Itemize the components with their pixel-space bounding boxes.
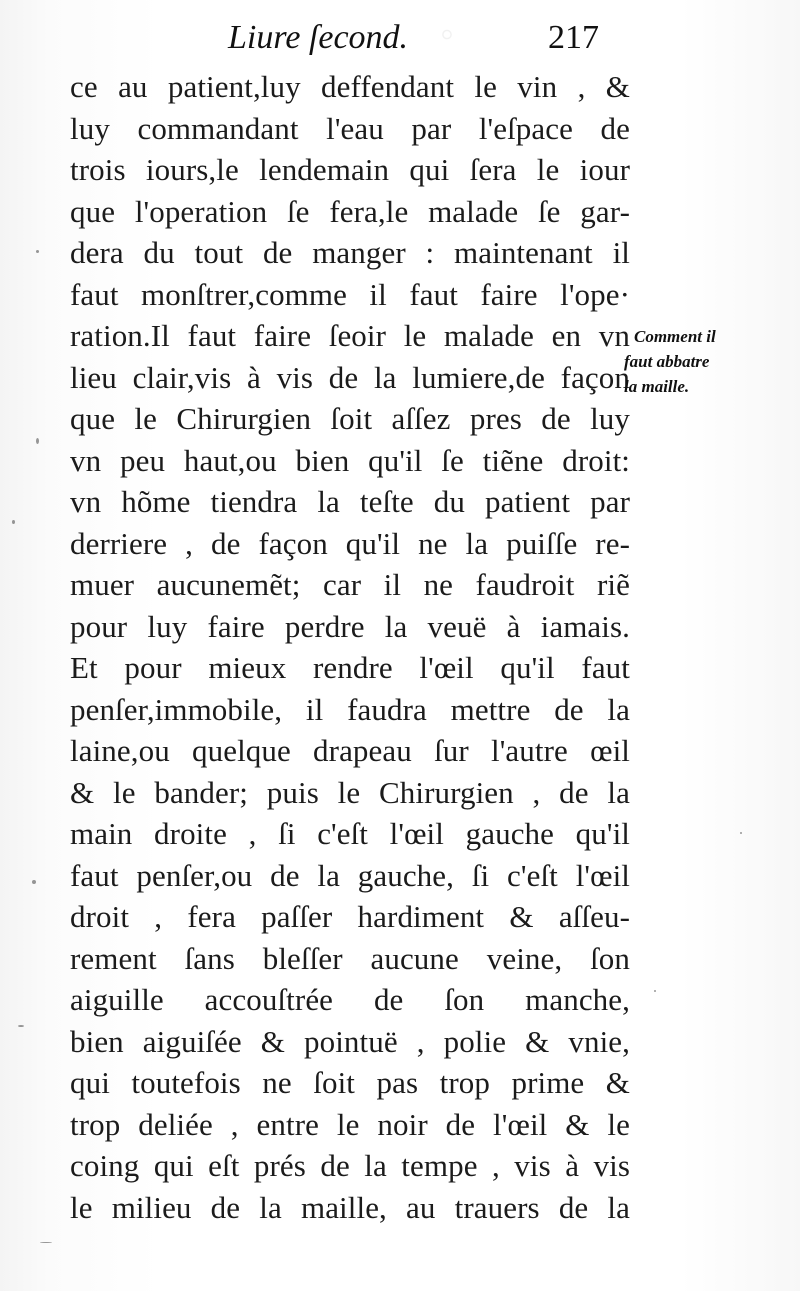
running-head: [0, 14, 800, 64]
text-line: penſer,immobile, il faudra mettre de la: [70, 691, 630, 727]
text-line: qui toutefois ne ſoit pas trop prime &: [70, 1065, 630, 1100]
text-line: main droite , ſi c'eſt l'œil gauche qu'il: [70, 816, 630, 851]
text-line: ration.Il faut faire ſeoir le malade en vn: [70, 318, 630, 353]
text-line: luy commandant l'eau par l'eſpace de: [70, 110, 630, 146]
text-line: aiguille accouſtrée de ſon manche,: [70, 982, 630, 1017]
paper-speck: [40, 1242, 52, 1243]
paper-speck: [654, 990, 656, 992]
margin-note-line: la maille.: [624, 377, 690, 396]
text-line: faut penſer,ou de la gauche, ſi c'eſt l'œil: [70, 857, 630, 893]
text-line: dera du tout de manger : maintenant il: [70, 235, 630, 270]
paper-speck: [32, 880, 36, 884]
text-line: rement ſans bleſſer aucune veine, ſon: [70, 940, 630, 976]
paper-speck: [740, 832, 742, 834]
text-line: derriere , de façon qu'il ne la puiſſe re-: [70, 525, 630, 561]
running-title: Liure ſecond.: [228, 19, 409, 56]
body-text: [70, 66, 630, 1228]
text-line: que l'operation ſe fera,le malade ſe gar-: [70, 193, 630, 229]
paper-speck: [18, 1025, 24, 1027]
text-line: laine,ou quelque drapeau ſur l'autre œil: [70, 733, 630, 768]
text-line: lieu clair,vis à vis de la lumiere,de façon: [70, 359, 630, 395]
margin-note-line: faut abbatre: [624, 352, 710, 371]
text-line: pour luy faire perdre la veuë à iamais.: [70, 608, 630, 644]
text-line: que le Chirurgien ſoit aſſez pres de luy: [70, 401, 630, 436]
text-line: muer aucunemẽt; car il ne faudroit riẽ: [70, 567, 630, 602]
text-line: Et pour mieux rendre l'œil qu'il faut: [70, 650, 630, 685]
text-line: trois iours,le lendemain qui ſera le iour: [70, 152, 630, 187]
paper-speck: [36, 250, 39, 253]
text-line: le milieu de la maille, au trauers de la: [70, 1189, 630, 1225]
text-line: & le bander; puis le Chirurgien , de la: [70, 774, 630, 810]
text-line: trop deliée , entre le noir de l'œil & le: [70, 1106, 630, 1142]
text-line: vn peu haut,ou bien qu'il ſe tiẽne droit:: [70, 442, 630, 478]
text-line: bien aiguiſée & pointuë , polie & vnie,: [70, 1023, 630, 1059]
text-line: vn hõme tiendra la teſte du patient par: [70, 484, 630, 519]
paper-speck: [12, 520, 15, 524]
text-line: ce au patient,luy deffendant le vin , &: [70, 69, 630, 104]
text-line: faut monſtrer,comme il faut faire l'ope·: [70, 276, 630, 312]
paper-speck: [36, 438, 39, 444]
show-through-text: ◦: [440, 11, 455, 56]
text-line: droit , fera paſſer hardiment & aſſeu-: [70, 899, 630, 934]
margin-note: [624, 324, 784, 399]
page-number: 217: [548, 19, 599, 56]
margin-note-line: Comment il: [634, 327, 716, 346]
text-line: coing qui eſt prés de la tempe , vis à vis: [70, 1148, 630, 1183]
